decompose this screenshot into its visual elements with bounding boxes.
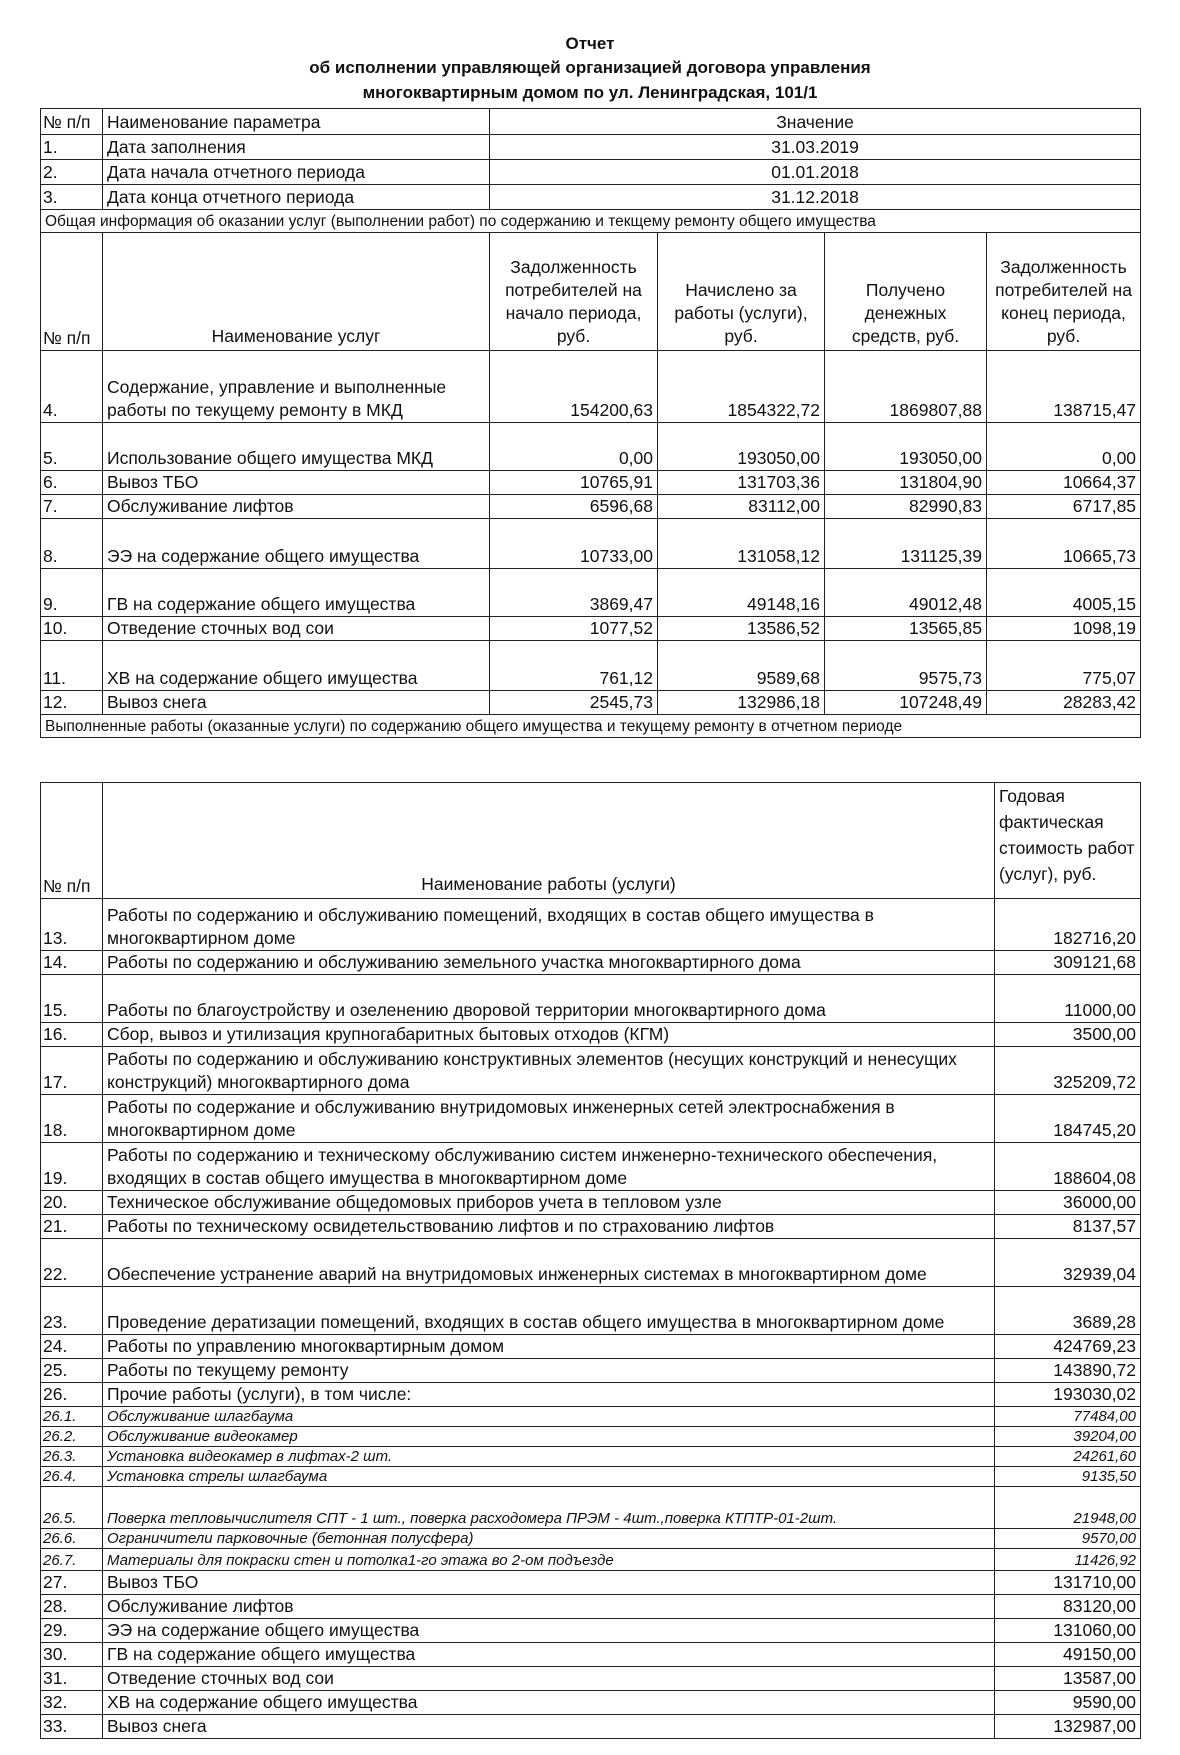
row-number: 14.: [41, 951, 103, 975]
works-banner: Выполненные работы (оказанные услуги) по содержанию общего имущества и текущему ремонту в отчетном периоде: [41, 715, 1141, 738]
row-number: 23.: [41, 1287, 103, 1335]
debt-end-value: 6717,85: [987, 495, 1141, 519]
row-number: 26.1.: [41, 1407, 103, 1427]
work-cost: 193030,02: [995, 1383, 1141, 1407]
row-number: 3.: [41, 185, 103, 210]
work-cost: 325209,72: [995, 1047, 1141, 1095]
debt-start-value: 0,00: [490, 423, 658, 471]
params-value-header: Значение: [490, 109, 1141, 135]
debt-end-value: 138715,47: [987, 351, 1141, 423]
work-row: [41, 1359, 1141, 1383]
service-row: [41, 641, 1141, 691]
work-name: Материалы для покраски стен и потолка1-го этажа во 2-ом подъезде: [103, 1549, 995, 1571]
charged-header: Начислено за работы (услуги), руб.: [658, 233, 825, 351]
work-row: [41, 1691, 1141, 1715]
works-name-header: Наименование работы (услуги): [103, 783, 995, 899]
received-value: 193050,00: [825, 423, 987, 471]
row-number: 9.: [41, 569, 103, 617]
work-cost: 143890,72: [995, 1359, 1141, 1383]
charged-value: 83112,00: [658, 495, 825, 519]
param-name: Дата начала отчетного периода: [103, 160, 490, 185]
work-name: ГВ на содержание общего имущества: [103, 1643, 995, 1667]
row-number: 17.: [41, 1047, 103, 1095]
report-title: Отчет: [565, 34, 615, 53]
row-number: 11.: [41, 641, 103, 691]
row-number: 26.3.: [41, 1447, 103, 1467]
debt-end-value: 1098,19: [987, 617, 1141, 641]
param-value: 31.12.2018: [490, 185, 1141, 210]
work-name: Работы по текущему ремонту: [103, 1359, 995, 1383]
service-row: [41, 519, 1141, 569]
row-number: 4.: [41, 351, 103, 423]
report-subtitle-line-1: об исполнении управляющей организацией договора управления: [309, 58, 871, 77]
row-number: 2.: [41, 160, 103, 185]
row-number: 10.: [41, 617, 103, 641]
work-name: Обслуживание видеокамер: [103, 1427, 995, 1447]
param-value: 31.03.2019: [490, 135, 1141, 160]
work-name: Работы по техническому освидетельствованию лифтов и по страхованию лифтов: [103, 1215, 995, 1239]
works-banner-row: [41, 715, 1141, 738]
work-row: [41, 975, 1141, 1023]
debt-end-value: 0,00: [987, 423, 1141, 471]
work-row: [41, 951, 1141, 975]
work-name: Ограничители парковочные (бетонная полусфера): [103, 1529, 995, 1549]
param-name: Дата конца отчетного периода: [103, 185, 490, 210]
row-number: 24.: [41, 1335, 103, 1359]
work-name: Обслуживание шлагбаума: [103, 1407, 995, 1427]
service-row: [41, 617, 1141, 641]
debt-end-value: 775,07: [987, 641, 1141, 691]
row-number: 21.: [41, 1215, 103, 1239]
params-row: [41, 185, 1141, 210]
work-row: [41, 1239, 1141, 1287]
row-number: 29.: [41, 1619, 103, 1643]
work-subrow: [41, 1447, 1141, 1467]
work-row: [41, 1595, 1141, 1619]
debt-start-value: 1077,52: [490, 617, 658, 641]
received-value: 131804,90: [825, 471, 987, 495]
row-number: 30.: [41, 1643, 103, 1667]
work-name: Прочие работы (услуги), в том числе:: [103, 1383, 995, 1407]
charged-value: 131058,12: [658, 519, 825, 569]
works-cost-header: Годовая фактическая стоимость работ (услуг), руб.: [995, 783, 1141, 899]
row-number: 31.: [41, 1667, 103, 1691]
work-name: Обслуживание лифтов: [103, 1595, 995, 1619]
work-cost: 8137,57: [995, 1215, 1141, 1239]
service-name: ХВ на содержание общего имущества: [103, 641, 490, 691]
row-number: 26.4.: [41, 1467, 103, 1487]
service-row: [41, 691, 1141, 715]
work-cost: 9135,50: [995, 1467, 1141, 1487]
row-number: 1.: [41, 135, 103, 160]
row-number: 8.: [41, 519, 103, 569]
received-value: 131125,39: [825, 519, 987, 569]
row-number: 20.: [41, 1191, 103, 1215]
work-row: [41, 1643, 1141, 1667]
services-header-row: [41, 233, 1141, 351]
debt-end-value: 4005,15: [987, 569, 1141, 617]
row-number: 27.: [41, 1571, 103, 1595]
work-name: ЭЭ на содержание общего имущества: [103, 1619, 995, 1643]
work-cost: 32939,04: [995, 1239, 1141, 1287]
work-cost: 9590,00: [995, 1691, 1141, 1715]
work-cost: 21948,00: [995, 1487, 1141, 1529]
work-cost: 83120,00: [995, 1595, 1141, 1619]
report-subtitle-line-2: многоквартирным домом по ул. Ленинградская, 101/1: [362, 83, 818, 102]
received-value: 82990,83: [825, 495, 987, 519]
work-cost: 131710,00: [995, 1571, 1141, 1595]
params-row: [41, 135, 1141, 160]
work-cost: 131060,00: [995, 1619, 1141, 1643]
work-subrow: [41, 1427, 1141, 1447]
work-cost: 39204,00: [995, 1427, 1141, 1447]
debt-start-header: Задолженность потребителей на начало периода, руб.: [490, 233, 658, 351]
work-row: [41, 1715, 1141, 1739]
debt-start-value: 6596,68: [490, 495, 658, 519]
work-cost: 77484,00: [995, 1407, 1141, 1427]
work-row: [41, 1667, 1141, 1691]
work-cost: 11426,92: [995, 1549, 1141, 1571]
row-number: 26.5.: [41, 1487, 103, 1529]
work-cost: 11000,00: [995, 975, 1141, 1023]
param-value: 01.01.2018: [490, 160, 1141, 185]
work-row: [41, 1047, 1141, 1095]
work-subrow: [41, 1529, 1141, 1549]
work-name: Установка видеокамер в лифтах-2 шт.: [103, 1447, 995, 1467]
work-subrow: [41, 1487, 1141, 1529]
work-name: Поверка тепловычислителя СПТ - 1 шт., поверка расходомера ПРЭМ - 4шт.,поверка КТПТР-01-2шт.: [103, 1487, 995, 1529]
params-num-header: № п/п: [41, 109, 103, 135]
work-row: [41, 1619, 1141, 1643]
row-number: 28.: [41, 1595, 103, 1619]
debt-end-value: 10664,37: [987, 471, 1141, 495]
row-number: 13.: [41, 899, 103, 951]
work-cost: 49150,00: [995, 1643, 1141, 1667]
work-name: Работы по содержание и обслуживанию внутридомовых инженерных сетей электроснабжения в многоквартирном доме: [103, 1095, 995, 1143]
work-name: Работы по содержанию и обслуживанию земельного участка многоквартирного дома: [103, 951, 995, 975]
services-banner-row: [41, 210, 1141, 233]
services-num-header: № п/п: [41, 233, 103, 351]
received-value: 49012,48: [825, 569, 987, 617]
work-name: Работы по содержанию и обслуживанию конструктивных элементов (несущих конструкций и ненесущих конструкций) многоквартирного дома: [103, 1047, 995, 1095]
work-row: [41, 1095, 1141, 1143]
work-name: Вывоз ТБО: [103, 1571, 995, 1595]
charged-value: 1854322,72: [658, 351, 825, 423]
works-header-row: [41, 783, 1141, 899]
work-name: Работы по содержанию и обслуживанию помещений, входящих в состав общего имущества в многоквартирном доме: [103, 899, 995, 951]
work-cost: 309121,68: [995, 951, 1141, 975]
debt-end-value: 10665,73: [987, 519, 1141, 569]
row-number: 19.: [41, 1143, 103, 1191]
work-name: Работы по благоустройству и озеленению дворовой территории многоквартирного дома: [103, 975, 995, 1023]
work-row: [41, 1287, 1141, 1335]
work-name: Работы по содержанию и техническому обслуживанию систем инженерно-технического обеспечения, входящих в состав общего имущества в многоквартирном доме: [103, 1143, 995, 1191]
work-cost: 132987,00: [995, 1715, 1141, 1739]
received-value: 13565,85: [825, 617, 987, 641]
row-number: 16.: [41, 1023, 103, 1047]
work-subrow: [41, 1549, 1141, 1571]
debt-start-value: 10733,00: [490, 519, 658, 569]
service-row: [41, 423, 1141, 471]
work-cost: 3689,28: [995, 1287, 1141, 1335]
work-cost: 3500,00: [995, 1023, 1141, 1047]
charged-value: 131703,36: [658, 471, 825, 495]
work-name: Вывоз снега: [103, 1715, 995, 1739]
service-name: Обслуживание лифтов: [103, 495, 490, 519]
work-name: Сбор, вывоз и утилизация крупногабаритных бытовых отходов (КГМ): [103, 1023, 995, 1047]
row-number: 26.2.: [41, 1427, 103, 1447]
services-name-header: Наименование услуг: [103, 233, 490, 351]
service-row: [41, 495, 1141, 519]
row-number: 12.: [41, 691, 103, 715]
work-cost: 182716,20: [995, 899, 1141, 951]
debt-end-value: 28283,42: [987, 691, 1141, 715]
service-row: [41, 471, 1141, 495]
service-name: Содержание, управление и выполненные работы по текущему ремонту в МКД: [103, 351, 490, 423]
work-row: [41, 1023, 1141, 1047]
work-cost: 13587,00: [995, 1667, 1141, 1691]
work-row: [41, 1191, 1141, 1215]
work-name: Работы по управлению многоквартирным домом: [103, 1335, 995, 1359]
param-name: Дата заполнения: [103, 135, 490, 160]
row-number: 7.: [41, 495, 103, 519]
row-number: 18.: [41, 1095, 103, 1143]
row-number: 33.: [41, 1715, 103, 1739]
charged-value: 13586,52: [658, 617, 825, 641]
work-name: Обеспечение устранение аварий на внутридомовых инженерных системах в многоквартирном доме: [103, 1239, 995, 1287]
debt-start-value: 2545,73: [490, 691, 658, 715]
works-num-header: № п/п: [41, 783, 103, 899]
services-banner: Общая информация об оказании услуг (выполнении работ) по содержанию и текщему ремонту общего имущества: [41, 210, 1141, 233]
work-name: Техническое обслуживание общедомовых приборов учета в тепловом узле: [103, 1191, 995, 1215]
service-name: Вывоз снега: [103, 691, 490, 715]
debt-start-value: 154200,63: [490, 351, 658, 423]
row-number: 32.: [41, 1691, 103, 1715]
charged-value: 9589,68: [658, 641, 825, 691]
received-value: 9575,73: [825, 641, 987, 691]
debt-start-value: 10765,91: [490, 471, 658, 495]
debt-start-value: 761,12: [490, 641, 658, 691]
charged-value: 132986,18: [658, 691, 825, 715]
work-cost: 24261,60: [995, 1447, 1141, 1467]
services-table: [40, 108, 1141, 738]
work-row: [41, 1215, 1141, 1239]
row-number: 22.: [41, 1239, 103, 1287]
row-number: 6.: [41, 471, 103, 495]
service-row: [41, 569, 1141, 617]
work-row: [41, 1143, 1141, 1191]
params-header-row: [41, 109, 1141, 135]
params-name-header: Наименование параметра: [103, 109, 490, 135]
work-cost: 424769,23: [995, 1335, 1141, 1359]
debt-start-value: 3869,47: [490, 569, 658, 617]
works-table: [40, 782, 1141, 1739]
service-name: ЭЭ на содержание общего имущества: [103, 519, 490, 569]
row-number: 26.7.: [41, 1549, 103, 1571]
row-number: 26.: [41, 1383, 103, 1407]
work-subrow: [41, 1467, 1141, 1487]
row-number: 15.: [41, 975, 103, 1023]
work-subrow: [41, 1407, 1141, 1427]
charged-value: 49148,16: [658, 569, 825, 617]
service-name: Вывоз ТБО: [103, 471, 490, 495]
work-cost: 36000,00: [995, 1191, 1141, 1215]
service-row: [41, 351, 1141, 423]
work-row: [41, 1383, 1141, 1407]
work-name: Отведение сточных вод сои: [103, 1667, 995, 1691]
service-name: Отведение сточных вод сои: [103, 617, 490, 641]
work-cost: 188604,08: [995, 1143, 1141, 1191]
charged-value: 193050,00: [658, 423, 825, 471]
work-cost: 184745,20: [995, 1095, 1141, 1143]
received-header: Получено денежных средств, руб.: [825, 233, 987, 351]
work-name: ХВ на содержание общего имущества: [103, 1691, 995, 1715]
debt-end-header: Задолженность потребителей на конец периода, руб.: [987, 233, 1141, 351]
work-row: [41, 1571, 1141, 1595]
work-name: Установка стрелы шлагбаума: [103, 1467, 995, 1487]
work-row: [41, 899, 1141, 951]
work-name: Проведение дератизации помещений, входящих в состав общего имущества в многоквартирном доме: [103, 1287, 995, 1335]
row-number: 26.6.: [41, 1529, 103, 1549]
received-value: 1869807,88: [825, 351, 987, 423]
service-name: Использование общего имущества МКД: [103, 423, 490, 471]
row-number: 25.: [41, 1359, 103, 1383]
params-row: [41, 160, 1141, 185]
row-number: 5.: [41, 423, 103, 471]
work-row: [41, 1335, 1141, 1359]
work-cost: 9570,00: [995, 1529, 1141, 1549]
service-name: ГВ на содержание общего имущества: [103, 569, 490, 617]
received-value: 107248,49: [825, 691, 987, 715]
